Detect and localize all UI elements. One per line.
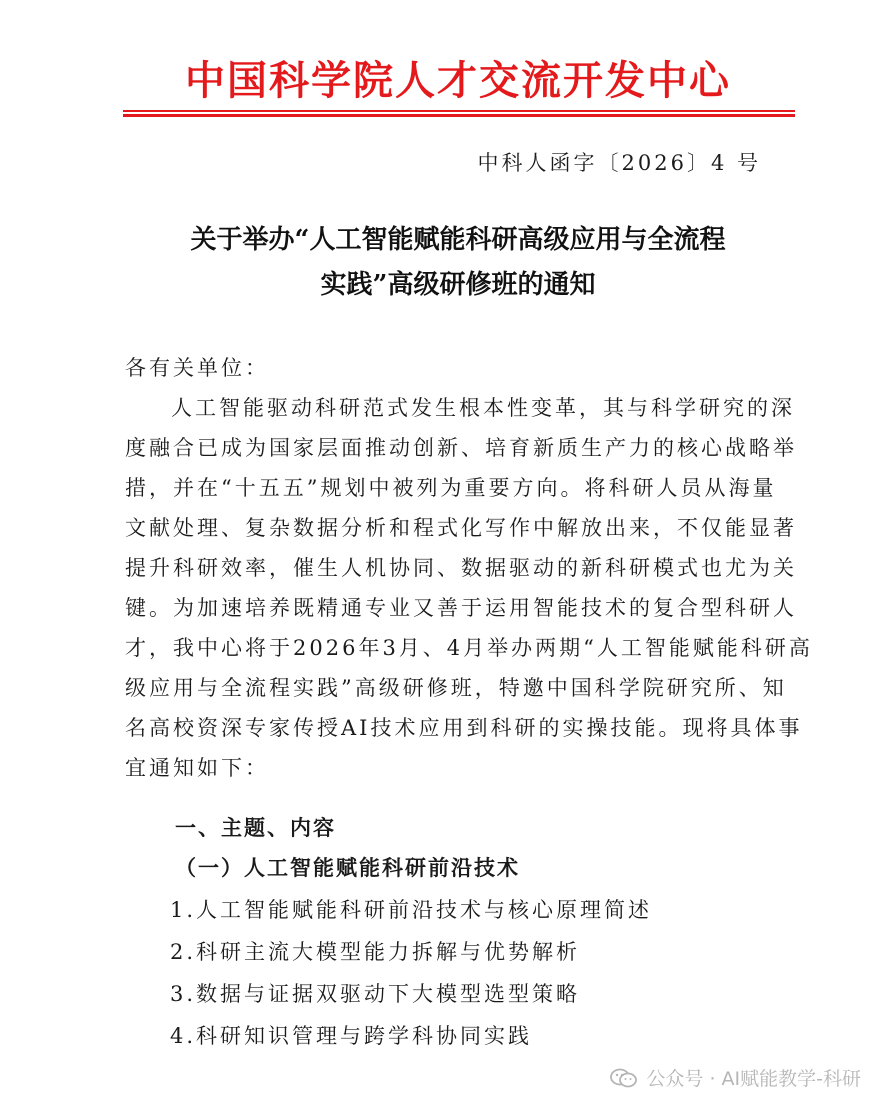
intro-line: 度融合已成为国家层面推动创新、培育新质生产力的核心战略举 — [125, 436, 797, 460]
notice-title-line-1: 关于举办“人工智能赋能科研高级应用与全流程 — [190, 225, 726, 255]
header-red-rule-thick — [123, 114, 795, 117]
wechat-watermark — [610, 1064, 861, 1091]
notice-title-line-2: 实践”高级研修班的通知 — [320, 270, 596, 300]
list-item: 1.人工智能赋能科研前沿技术与核心原理简述 — [170, 898, 653, 922]
header-red-rule-thin — [123, 110, 795, 112]
intro-line: 提升科研效率，催生人机协同、数据驱动的新科研模式也尤为关 — [125, 556, 797, 580]
intro-line: 宜通知如下： — [125, 756, 269, 780]
section-heading-topics: 一、主题、内容 — [175, 815, 336, 840]
salutation: 各有关单位： — [125, 356, 269, 380]
intro-line: 措，并在“十五五”规划中被列为重要方向。将科研人员从海量 — [125, 476, 777, 500]
org-header: 中国科学院人才交流开发中心 — [185, 57, 731, 104]
watermark-text: 公众号 · AI赋能教学-科研 — [646, 1068, 861, 1090]
intro-line: 键。为加速培养既精通专业又善于运用智能技术的复合型科研人 — [125, 596, 797, 620]
intro-line: 级应用与全流程实践”高级研修班，特邀中国科学院研究所、知 — [125, 676, 787, 700]
intro-line: 文献处理、复杂数据分析和程式化写作中解放出来，不仅能显著 — [125, 516, 797, 540]
intro-line: 人工智能驱动科研范式发生根本性变革，其与科学研究的深 — [171, 396, 795, 420]
subsection-heading-frontier-tech: （一）人工智能赋能科研前沿技术 — [175, 855, 520, 880]
intro-line: 才，我中心将于2026年3月、4月举办两期“人工智能赋能科研高 — [125, 636, 813, 660]
list-item: 2.科研主流大模型能力拆解与优势解析 — [170, 940, 581, 964]
wechat-icon — [610, 1068, 638, 1088]
intro-paragraph — [125, 388, 813, 788]
intro-line: 名高校资深专家传授AI技术应用到科研的实操技能。现将具体事 — [125, 716, 803, 740]
list-item: 3.数据与证据双驱动下大模型选型策略 — [170, 982, 581, 1006]
document-number: 中科人函字〔2026〕4 号 — [477, 151, 761, 175]
list-item: 4.科研知识管理与跨学科协同实践 — [170, 1024, 533, 1048]
